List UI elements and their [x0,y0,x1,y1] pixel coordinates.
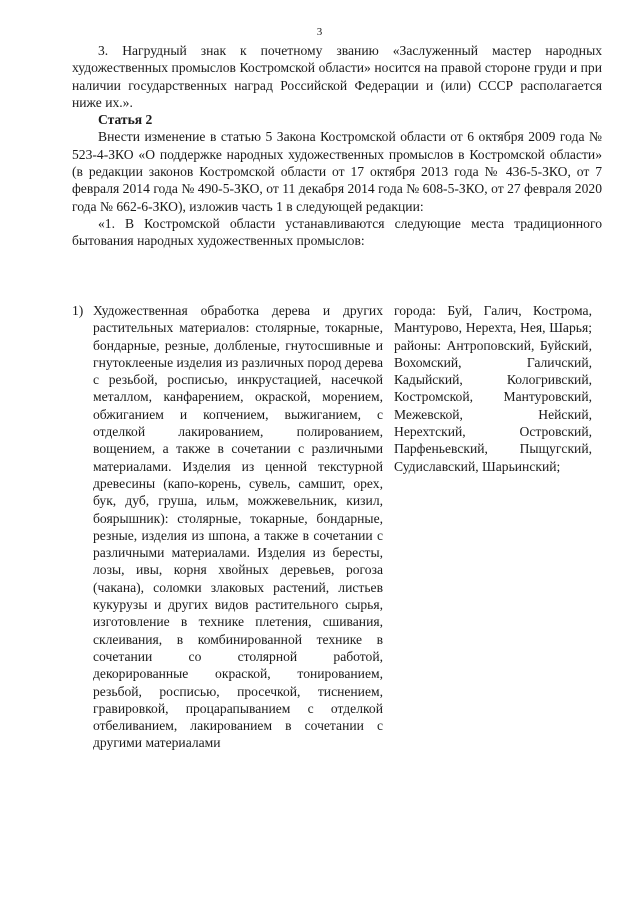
paragraph-places-intro: «1. В Костромской области устанавливаются следующие места традиционного бытования народных художественных промыслов: [72,215,602,249]
table-craft-locations: города: Буй, Галич, Кострома, Мантурово, Нерехта, Нея, Шарья; районы: Антроповский, Буйский, Вохомский, Галичский, Кадыйский, Кологривский, Костромской, Мантуровский, Межевской, Нейский, Нерехтский, Островский, Парфеньевский, Пыщугский, Судиславский, Шарьинский; [394,303,592,474]
document-body [72,42,602,250]
table-item-number: 1) [72,303,84,318]
paragraph-badge-wearing: 3. Нагрудный знак к почетному званию «Заслуженный мастер народных художественных промыслов Костромской области» носится на правой стороне груди и при наличии государственных наград Российской Федерации и (или) СССР располагается ниже их.». [72,43,602,110]
table-craft-description: Художественная обработка дерева и других растительных материалов: столярные, токарные, бондарные, резные, долбленые, гнутосшивные и гнутоклееные изделия из различных пород дерева с резьбой, росписью, инкрустацией, насечкой металлом, канфарением, окраской, морением, обжиганием и копчением, выжиганием, с отделкой лакированием, полированием, вощением, а также в сочетании с различными материалами. Изделия из ценной текстурной древесины (капо-корень, сувель, самшит, орех, бук, дуб, груша, ильм, можжевельник, кизил, боярышник): столярные, токарные, бондарные, резные, изделия из шпона, а также в сочетании с различными материалами. Изделия из бересты, лозы, ивы, корня хвойных деревьев, рогоза (чакана), соломки злаковых растений, листьев кукурузы и других видов растительного сырья, изготовление в технике плетения, сшивания, склеивания, в комбинированной технике в сочетании со столярной работой, декорированные окраской, тонированием, резьбой, росписью, просечкой, тиснением, гравировкой, процарапыванием с отделкой отбеливанием, лакированием в сочетании с другими материалами [93,303,383,751]
page-number: 3 [316,26,323,38]
article-heading: Статья 2 [98,112,153,128]
paragraph-amendment: Внести изменение в статью 5 Закона Костромской области от 6 октября 2009 года № 523-4-ЗКО «О поддержке народных художественных промыслов в Костромской области» (в редакции законов Костромской области от 17 октября 2013 года № 436-5-ЗКО, от 7 февраля 2014 года № 490-5-ЗКО, от 11 декабря 2014 года № 608-5-ЗКО, от 27 февраля 2020 года № 662-6-ЗКО), изложив часть 1 в следующей редакции: [72,129,602,214]
